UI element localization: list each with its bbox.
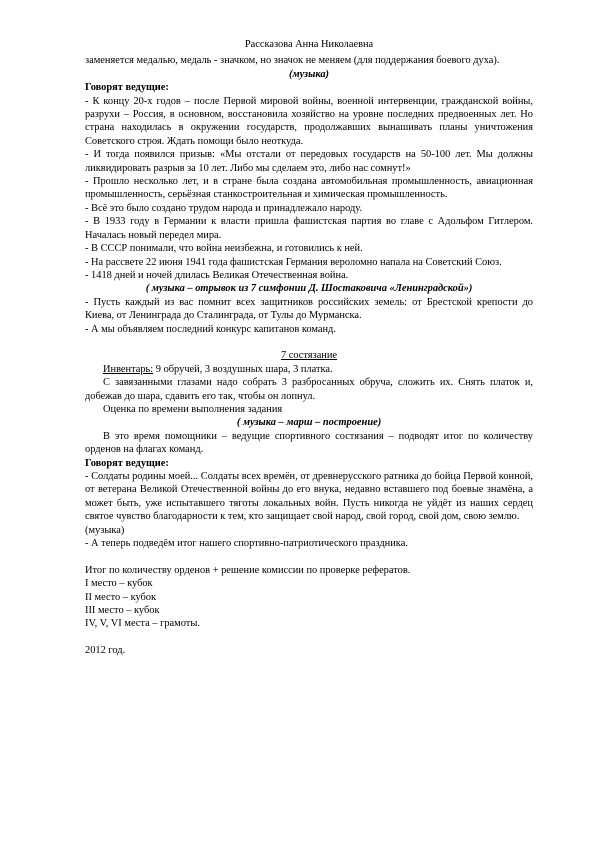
result-item: I место – кубок (85, 578, 153, 590)
year: 2012 год. (85, 645, 126, 657)
paragraph-call: - И тогда появился призыв: «Мы отстали от передовых государств на 50-100 лет. Мы должны ликвидировать разрыв за 10 лет. Либо мы сделаем это, либо нас сомнут!» (85, 149, 533, 174)
result-item: IV, V, VI места – грамоты. (85, 618, 200, 630)
author-header: Рассказова Анна Николаевна (244, 39, 374, 50)
scoring-note: Оценка по времени выполнения задания (103, 403, 283, 415)
paragraph-1941: - На рассвете 22 июня 1941 года фашистская Германия вероломно напала на Советский Союз. (85, 256, 502, 268)
music-note: (музыка) (289, 68, 329, 80)
inventory-text: 9 обручей, 3 воздушных шара, 3 платка. (153, 363, 333, 375)
paragraph-summary: - А теперь подведём итог нашего спортивно-патриотического праздника. (85, 538, 408, 550)
music-note: ( музыка – марш – построение) (236, 417, 382, 429)
hosts-heading: Говорят ведущие: (85, 457, 169, 469)
helpers-paragraph: В это время помощники – ведущие спортивного состязания – подводят итог по количеству орденов на флагах команд. (85, 430, 533, 456)
results-intro: Итог по количеству орденов + решение комиссии по проверке рефератов. (85, 564, 411, 576)
inventory-line (85, 363, 533, 376)
paragraph-1933: - В 1933 году в Германии к власти пришла фашистская партия во главе с Адольфом Гитлером. Началась новый передел мира. (85, 216, 533, 241)
paragraph-soldiers: - Солдаты родины моей... Солдаты всех времён, от древнерусского ратника до бойца Первой конной, от ветерана Великой Отечественной войны до его внука, недавно вставшего под боевые знамёна, а может быть, уже испытавшего тяготы локальных войн. Пусть никогда не уйдёт из наших сердец святое чувство благодарности к тем, кто защищает свой народ, свой город, свой дом, свою землю. (85, 470, 533, 523)
hosts-heading: Говорят ведущие: (85, 82, 169, 94)
paragraph-medal: заменяется медалью, медаль - значком, но значок не меняем (для поддержания боевого духа). (85, 55, 500, 67)
document-page (85, 38, 533, 658)
section-title: 7 состязание (280, 350, 338, 362)
result-item: II место – кубок (85, 591, 157, 603)
task-description: С завязанными глазами надо собрать 3 разбросанных обруча, сложить их. Снять платок и, добежав до шара, сдавить его так, чтобы он лопнул. (85, 377, 533, 402)
paragraph-captains: - А мы объявляем последний конкурс капитанов команд. (85, 323, 336, 335)
music-note: ( музыка – отрывок из 7 симфонии Д. Шостаковича «Ленинградской») (145, 283, 473, 295)
inventory-label: Инвентарь: (103, 363, 154, 375)
paragraph-people: - Всё это было создано трудом народа и принадлежало народу. (85, 202, 363, 214)
paragraph-industry: - Прошло несколько лет, и в стране была создана автомобильная промышленность, авиационная промышленность, серьёзная станкостроительная и химическая промышленность. (85, 176, 533, 201)
paragraph-defenders: - Пусть каждый из вас помнит всех защитников российских земель: от Брестской крепости до Киева, от Ленинграда до Сталинграда, от Тулы до Мурманска. (85, 296, 533, 322)
result-item: III место – кубок (85, 605, 160, 617)
paragraph-twenties: - К концу 20-х годов – после Первой мировой войны, военной интервенции, гражданской войны, разрухи – Россия, в основном, восстановила хозяйство на уровне последних предвоенных лет. Но страна находилась в окружении государств, продолжавших вынашивать планы уничтожения Советского строя. Ждать помощи было неоткуда. (85, 95, 533, 147)
paragraph-ussr: - В СССР понимали, что война неизбежна, и готовились к ней. (85, 243, 363, 255)
music-note: (музыка) (85, 524, 125, 536)
paragraph-1418-days: - 1418 дней и ночей длилась Великая Отечественная война. (85, 269, 349, 281)
